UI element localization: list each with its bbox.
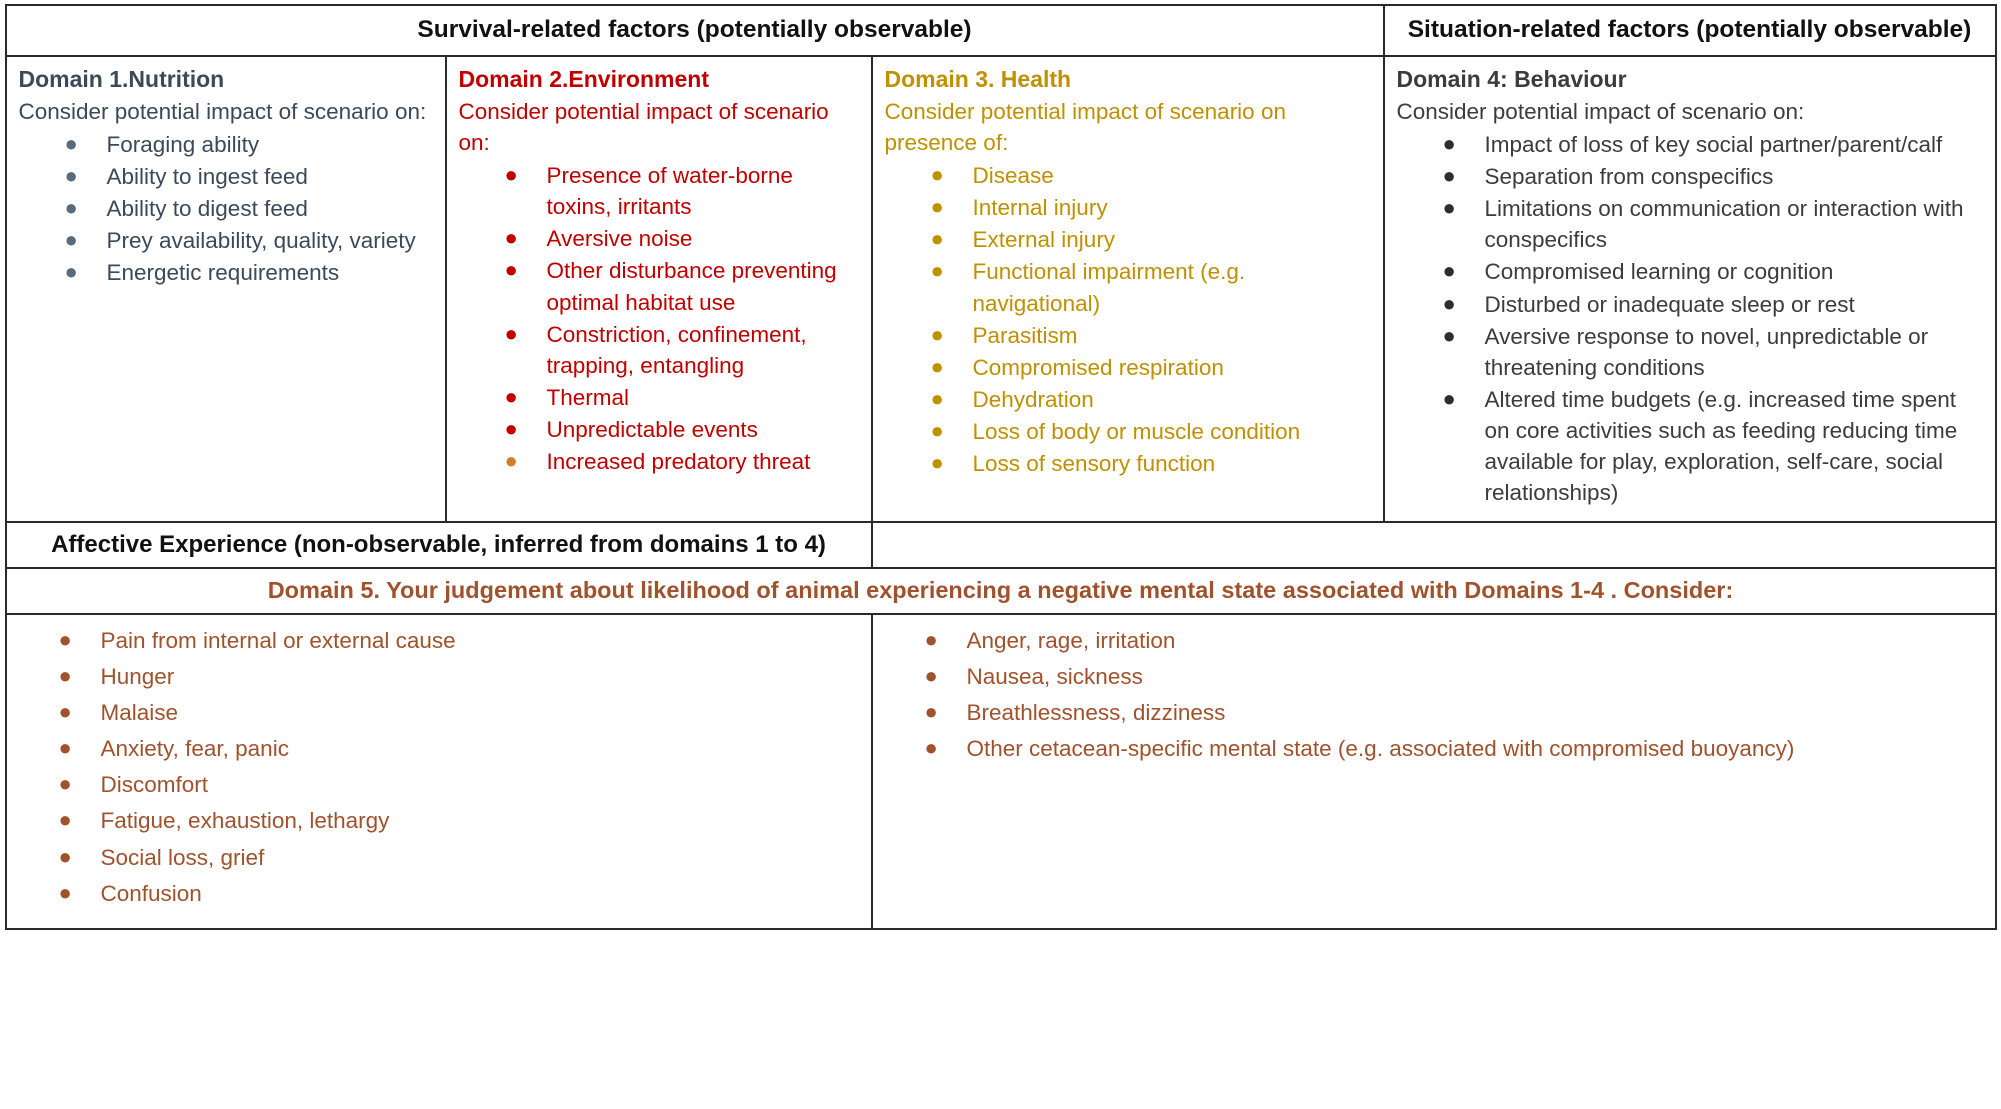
list-item-label: Aversive noise bbox=[546, 226, 693, 252]
bullet-icon: ● bbox=[1442, 322, 1456, 348]
bullet-icon: ● bbox=[504, 225, 518, 251]
domain-1-list bbox=[19, 129, 433, 288]
list-item-label: Anger, rage, irritation bbox=[966, 628, 1176, 654]
situation-band-header: Situation-related factors (potentially observable) bbox=[1384, 5, 1996, 56]
list-item bbox=[931, 352, 1371, 383]
list-item-label: Parasitism bbox=[972, 322, 1078, 348]
list-item bbox=[931, 160, 1371, 191]
survival-band-header: Survival-related factors (potentially observable) bbox=[6, 5, 1384, 56]
bullet-icon: ● bbox=[58, 843, 72, 869]
domain-5-right-list bbox=[885, 625, 1983, 764]
bullet-icon: ● bbox=[58, 735, 72, 761]
list-item-label: Nausea, sickness bbox=[966, 664, 1143, 690]
list-item-label: Ability to ingest feed bbox=[106, 164, 308, 190]
bullet-icon: ● bbox=[924, 699, 938, 725]
domain-3-cell bbox=[872, 56, 1384, 522]
domain-2-title: Domain 2.Environment bbox=[458, 66, 709, 93]
list-item bbox=[1443, 193, 1983, 255]
list-item bbox=[931, 224, 1371, 255]
list-item bbox=[931, 320, 1371, 351]
domain-5-title: Domain 5. Your judgement about likelihood of animal experiencing a negative mental state associated with Domains 1-4 . Consider: bbox=[6, 568, 1996, 614]
list-item bbox=[925, 733, 1983, 764]
list-item-label: Compromised learning or cognition bbox=[1484, 259, 1834, 285]
list-item-label: Increased predatory threat bbox=[546, 448, 811, 474]
list-item-label: Aversive response to novel, unpredictable or threatening conditions bbox=[1484, 323, 1929, 380]
bullet-icon: ● bbox=[64, 131, 78, 157]
affective-experience-header: Affective Experience (non-observable, inferred from domains 1 to 4) bbox=[6, 522, 872, 568]
list-item bbox=[59, 697, 859, 728]
domain-4-title: Domain 4: Behaviour bbox=[1396, 66, 1627, 93]
list-item-label: Disease bbox=[972, 163, 1054, 189]
bullet-icon: ● bbox=[930, 226, 944, 252]
domain-4-list bbox=[1397, 129, 1983, 508]
list-item bbox=[505, 414, 859, 445]
domain-2-cell bbox=[446, 56, 872, 522]
domain-5-left-cell bbox=[6, 614, 872, 928]
domain-1-title: Domain 1.Nutrition bbox=[18, 66, 225, 93]
bullet-icon: ● bbox=[930, 321, 944, 347]
list-item bbox=[59, 625, 859, 656]
bullet-icon: ● bbox=[64, 195, 78, 221]
list-item-label: Presence of water-borne toxins, irritants bbox=[546, 163, 793, 220]
list-item-label: Energetic requirements bbox=[106, 260, 340, 286]
list-item bbox=[931, 448, 1371, 479]
bullet-icon: ● bbox=[930, 385, 944, 411]
list-item bbox=[505, 382, 859, 413]
list-item bbox=[1443, 289, 1983, 320]
bullet-icon: ● bbox=[930, 417, 944, 443]
list-item bbox=[1443, 256, 1983, 287]
affective-band-row bbox=[6, 522, 1996, 568]
bullet-icon: ● bbox=[58, 627, 72, 653]
bullet-icon: ● bbox=[930, 258, 944, 284]
bullet-icon: ● bbox=[64, 227, 78, 253]
bullet-icon: ● bbox=[1442, 290, 1456, 316]
list-item-label: Foraging ability bbox=[106, 132, 260, 158]
list-item-label: Compromised respiration bbox=[972, 354, 1224, 380]
list-item-label: Functional impairment (e.g. navigational) bbox=[972, 259, 1246, 316]
list-item bbox=[931, 384, 1371, 415]
list-item-label: Loss of body or muscle condition bbox=[972, 418, 1301, 444]
domain5-content-row bbox=[6, 614, 1996, 928]
domain-1-lead: Consider potential impact of scenario on: bbox=[18, 99, 427, 125]
bullet-icon: ● bbox=[930, 162, 944, 188]
list-item-label: Impact of loss of key social partner/parent/calf bbox=[1484, 132, 1943, 158]
list-item-label: External injury bbox=[972, 227, 1116, 253]
list-item bbox=[505, 160, 859, 222]
list-item bbox=[59, 842, 859, 873]
bullet-icon: ● bbox=[1442, 131, 1456, 157]
domain-4-lead: Consider potential impact of scenario on: bbox=[1396, 99, 1805, 125]
list-item bbox=[931, 256, 1371, 318]
list-item-label: Hunger bbox=[100, 664, 175, 690]
list-item bbox=[65, 257, 433, 288]
list-item bbox=[505, 223, 859, 254]
list-item bbox=[59, 661, 859, 692]
bullet-icon: ● bbox=[64, 259, 78, 285]
bullet-icon: ● bbox=[1442, 258, 1456, 284]
bullet-icon: ● bbox=[930, 353, 944, 379]
bullet-icon: ● bbox=[930, 194, 944, 220]
list-item-label: Separation from conspecifics bbox=[1484, 164, 1774, 190]
list-item bbox=[65, 161, 433, 192]
bullet-icon: ● bbox=[1442, 163, 1456, 189]
domain-1-cell bbox=[6, 56, 446, 522]
list-item-label: Other disturbance preventing optimal habitat use bbox=[546, 258, 837, 315]
domain-4-cell bbox=[1384, 56, 1996, 522]
list-item-label: Other cetacean-specific mental state (e.g. associated with compromised buoyancy) bbox=[966, 736, 1795, 762]
list-item-label: Ability to digest feed bbox=[106, 196, 308, 222]
bullet-icon: ● bbox=[504, 415, 518, 441]
bullet-icon: ● bbox=[64, 163, 78, 189]
domain-3-lead: Consider potential impact of scenario on presence of: bbox=[884, 99, 1286, 156]
list-item-label: Constriction, confinement, trapping, entangling bbox=[546, 321, 807, 378]
list-item-label: Social loss, grief bbox=[100, 844, 265, 870]
list-item bbox=[931, 192, 1371, 223]
bullet-icon: ● bbox=[58, 663, 72, 689]
bullet-icon: ● bbox=[504, 447, 518, 473]
domain-3-title: Domain 3. Health bbox=[884, 66, 1072, 93]
list-item-label: Discomfort bbox=[100, 772, 209, 798]
domain-5-right-cell bbox=[872, 614, 1996, 928]
bullet-icon: ● bbox=[504, 162, 518, 188]
list-item bbox=[931, 416, 1371, 447]
list-item-label: Unpredictable events bbox=[546, 416, 758, 442]
list-item bbox=[1443, 384, 1983, 508]
bullet-icon: ● bbox=[58, 699, 72, 725]
bullet-icon: ● bbox=[924, 663, 938, 689]
bullet-icon: ● bbox=[1442, 195, 1456, 221]
domain-2-list bbox=[459, 160, 859, 476]
list-item bbox=[65, 129, 433, 160]
bullet-icon: ● bbox=[504, 320, 518, 346]
list-item-label: Anxiety, fear, panic bbox=[100, 736, 289, 762]
list-item-label: Altered time budgets (e.g. increased time spent on core activities such as feeding reducing time available for play, exploration, self-care, social relationships) bbox=[1484, 386, 1958, 505]
list-item-label: Loss of sensory function bbox=[972, 450, 1216, 476]
list-item bbox=[1443, 129, 1983, 160]
list-item bbox=[505, 446, 859, 477]
bullet-icon: ● bbox=[930, 449, 944, 475]
bullet-icon: ● bbox=[924, 627, 938, 653]
list-item bbox=[505, 255, 859, 317]
list-item bbox=[65, 193, 433, 224]
list-item bbox=[925, 625, 1983, 656]
bullet-icon: ● bbox=[1442, 385, 1456, 411]
list-item bbox=[59, 769, 859, 800]
bullet-icon: ● bbox=[58, 771, 72, 797]
list-item bbox=[59, 878, 859, 909]
list-item-label: Confusion bbox=[100, 880, 202, 906]
list-item bbox=[59, 733, 859, 764]
bullet-icon: ● bbox=[504, 257, 518, 283]
bullet-icon: ● bbox=[924, 735, 938, 761]
list-item-label: Dehydration bbox=[972, 386, 1094, 412]
list-item-label: Disturbed or inadequate sleep or rest bbox=[1484, 291, 1855, 317]
list-item bbox=[65, 225, 433, 256]
bullet-icon: ● bbox=[504, 383, 518, 409]
list-item bbox=[925, 697, 1983, 728]
list-item-label: Prey availability, quality, variety bbox=[106, 228, 416, 254]
list-item-label: Malaise bbox=[100, 700, 179, 726]
domain5-header-row bbox=[6, 568, 1996, 614]
domains-row bbox=[6, 56, 1996, 522]
bullet-icon: ● bbox=[58, 879, 72, 905]
list-item-label: Fatigue, exhaustion, lethargy bbox=[100, 808, 390, 834]
bullet-icon: ● bbox=[58, 807, 72, 833]
domain-2-lead: Consider potential impact of scenario on: bbox=[458, 99, 829, 156]
table-header-row bbox=[6, 5, 1996, 56]
list-item bbox=[1443, 321, 1983, 383]
list-item bbox=[1443, 161, 1983, 192]
list-item-label: Internal injury bbox=[972, 195, 1108, 221]
affective-blank-cell bbox=[872, 522, 1996, 568]
list-item-label: Breathlessness, dizziness bbox=[966, 700, 1226, 726]
list-item-label: Thermal bbox=[546, 384, 630, 410]
list-item-label: Pain from internal or external cause bbox=[100, 628, 456, 654]
list-item bbox=[505, 319, 859, 381]
list-item-label: Limitations on communication or interaction with conspecifics bbox=[1484, 196, 1964, 253]
domain-5-left-list bbox=[19, 625, 859, 908]
domain-3-list bbox=[885, 160, 1371, 478]
domains-table bbox=[5, 4, 1997, 930]
list-item bbox=[925, 661, 1983, 692]
list-item bbox=[59, 805, 859, 836]
